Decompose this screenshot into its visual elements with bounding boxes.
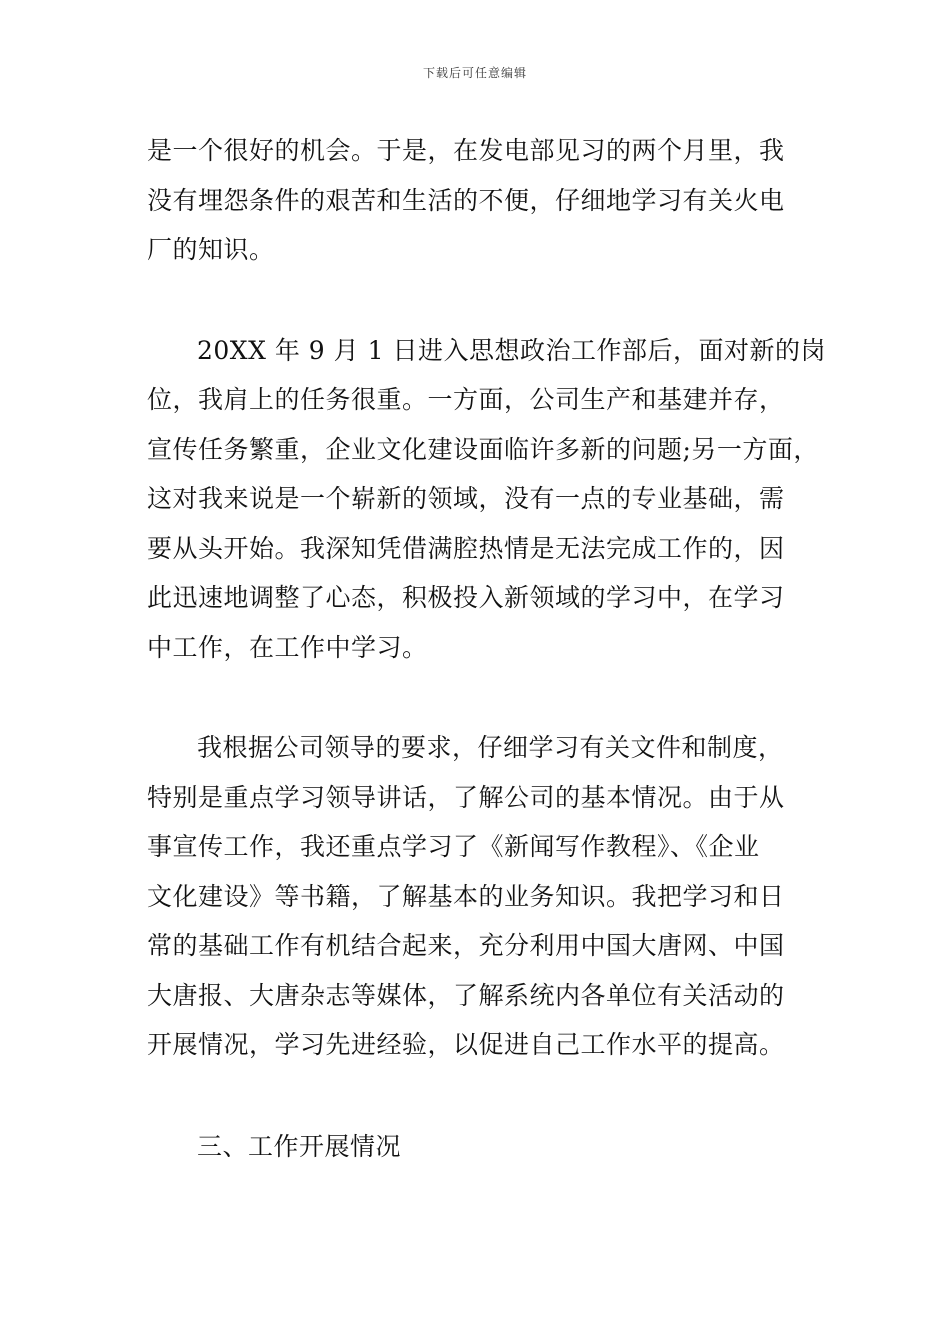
header-note: 下载后可任意编辑 — [422, 66, 527, 80]
text-line: 此迅速地调整了心态，积极投入新领域的学习中，在学习 — [147, 583, 785, 612]
text-line: 开展情况，学习先进经验，以促进自己工作水平的提高。 — [147, 1030, 785, 1059]
text-line: 文化建设》等书籍，了解基本的业务知识。我把学习和日 — [147, 881, 785, 911]
text-line: 常的基础工作有机结合起来，充分利用中国大唐网、中国 — [147, 931, 785, 960]
text-line: 没有埋怨条件的艰苦和生活的不便，仔细地学习有关火电 — [147, 185, 785, 215]
text-line: 是一个很好的机会。于是，在发电部见习的两个月里，我 — [147, 136, 785, 165]
text-line: 特别是重点学习领导讲话，了解公司的基本情况。由于从 — [147, 782, 785, 812]
text-line: 这对我来说是一个崭新的领域，没有一点的专业基础，需 — [147, 484, 785, 513]
paragraph-gap — [147, 275, 827, 326]
text-line: 我根据公司领导的要求，仔细学习有关文件和制度， — [197, 733, 784, 762]
section-heading: 三、工作开展情况 — [197, 1131, 402, 1161]
text-line: 20XX 年 9 月 1 日进入思想政治工作部后，面对新的岗 — [197, 335, 826, 365]
text-line: 位，我肩上的任务很重。一方面，公司生产和基建并存， — [147, 385, 785, 414]
text-line: 厂的知识。 — [147, 235, 275, 264]
paragraph-gap — [147, 672, 827, 723]
text-line: 大唐报、大唐杂志等媒体，了解系统内各单位有关活动的 — [147, 980, 785, 1010]
document-body — [147, 126, 827, 1171]
text-line: 宣传任务繁重，企业文化建设面临许多新的问题;另一方面， — [147, 434, 819, 464]
text-line: 要从头开始。我深知凭借满腔热情是无法完成工作的，因 — [147, 533, 785, 563]
text-line: 中工作，在工作中学习。 — [147, 632, 428, 662]
paragraph-1 — [147, 126, 827, 275]
paragraph-gap — [147, 1070, 827, 1122]
paragraph-3 — [147, 723, 827, 1070]
paragraph-2 — [147, 326, 827, 673]
text-line: 事宣传工作，我还重点学习了《新闻写作教程》、《企业 — [147, 832, 760, 861]
